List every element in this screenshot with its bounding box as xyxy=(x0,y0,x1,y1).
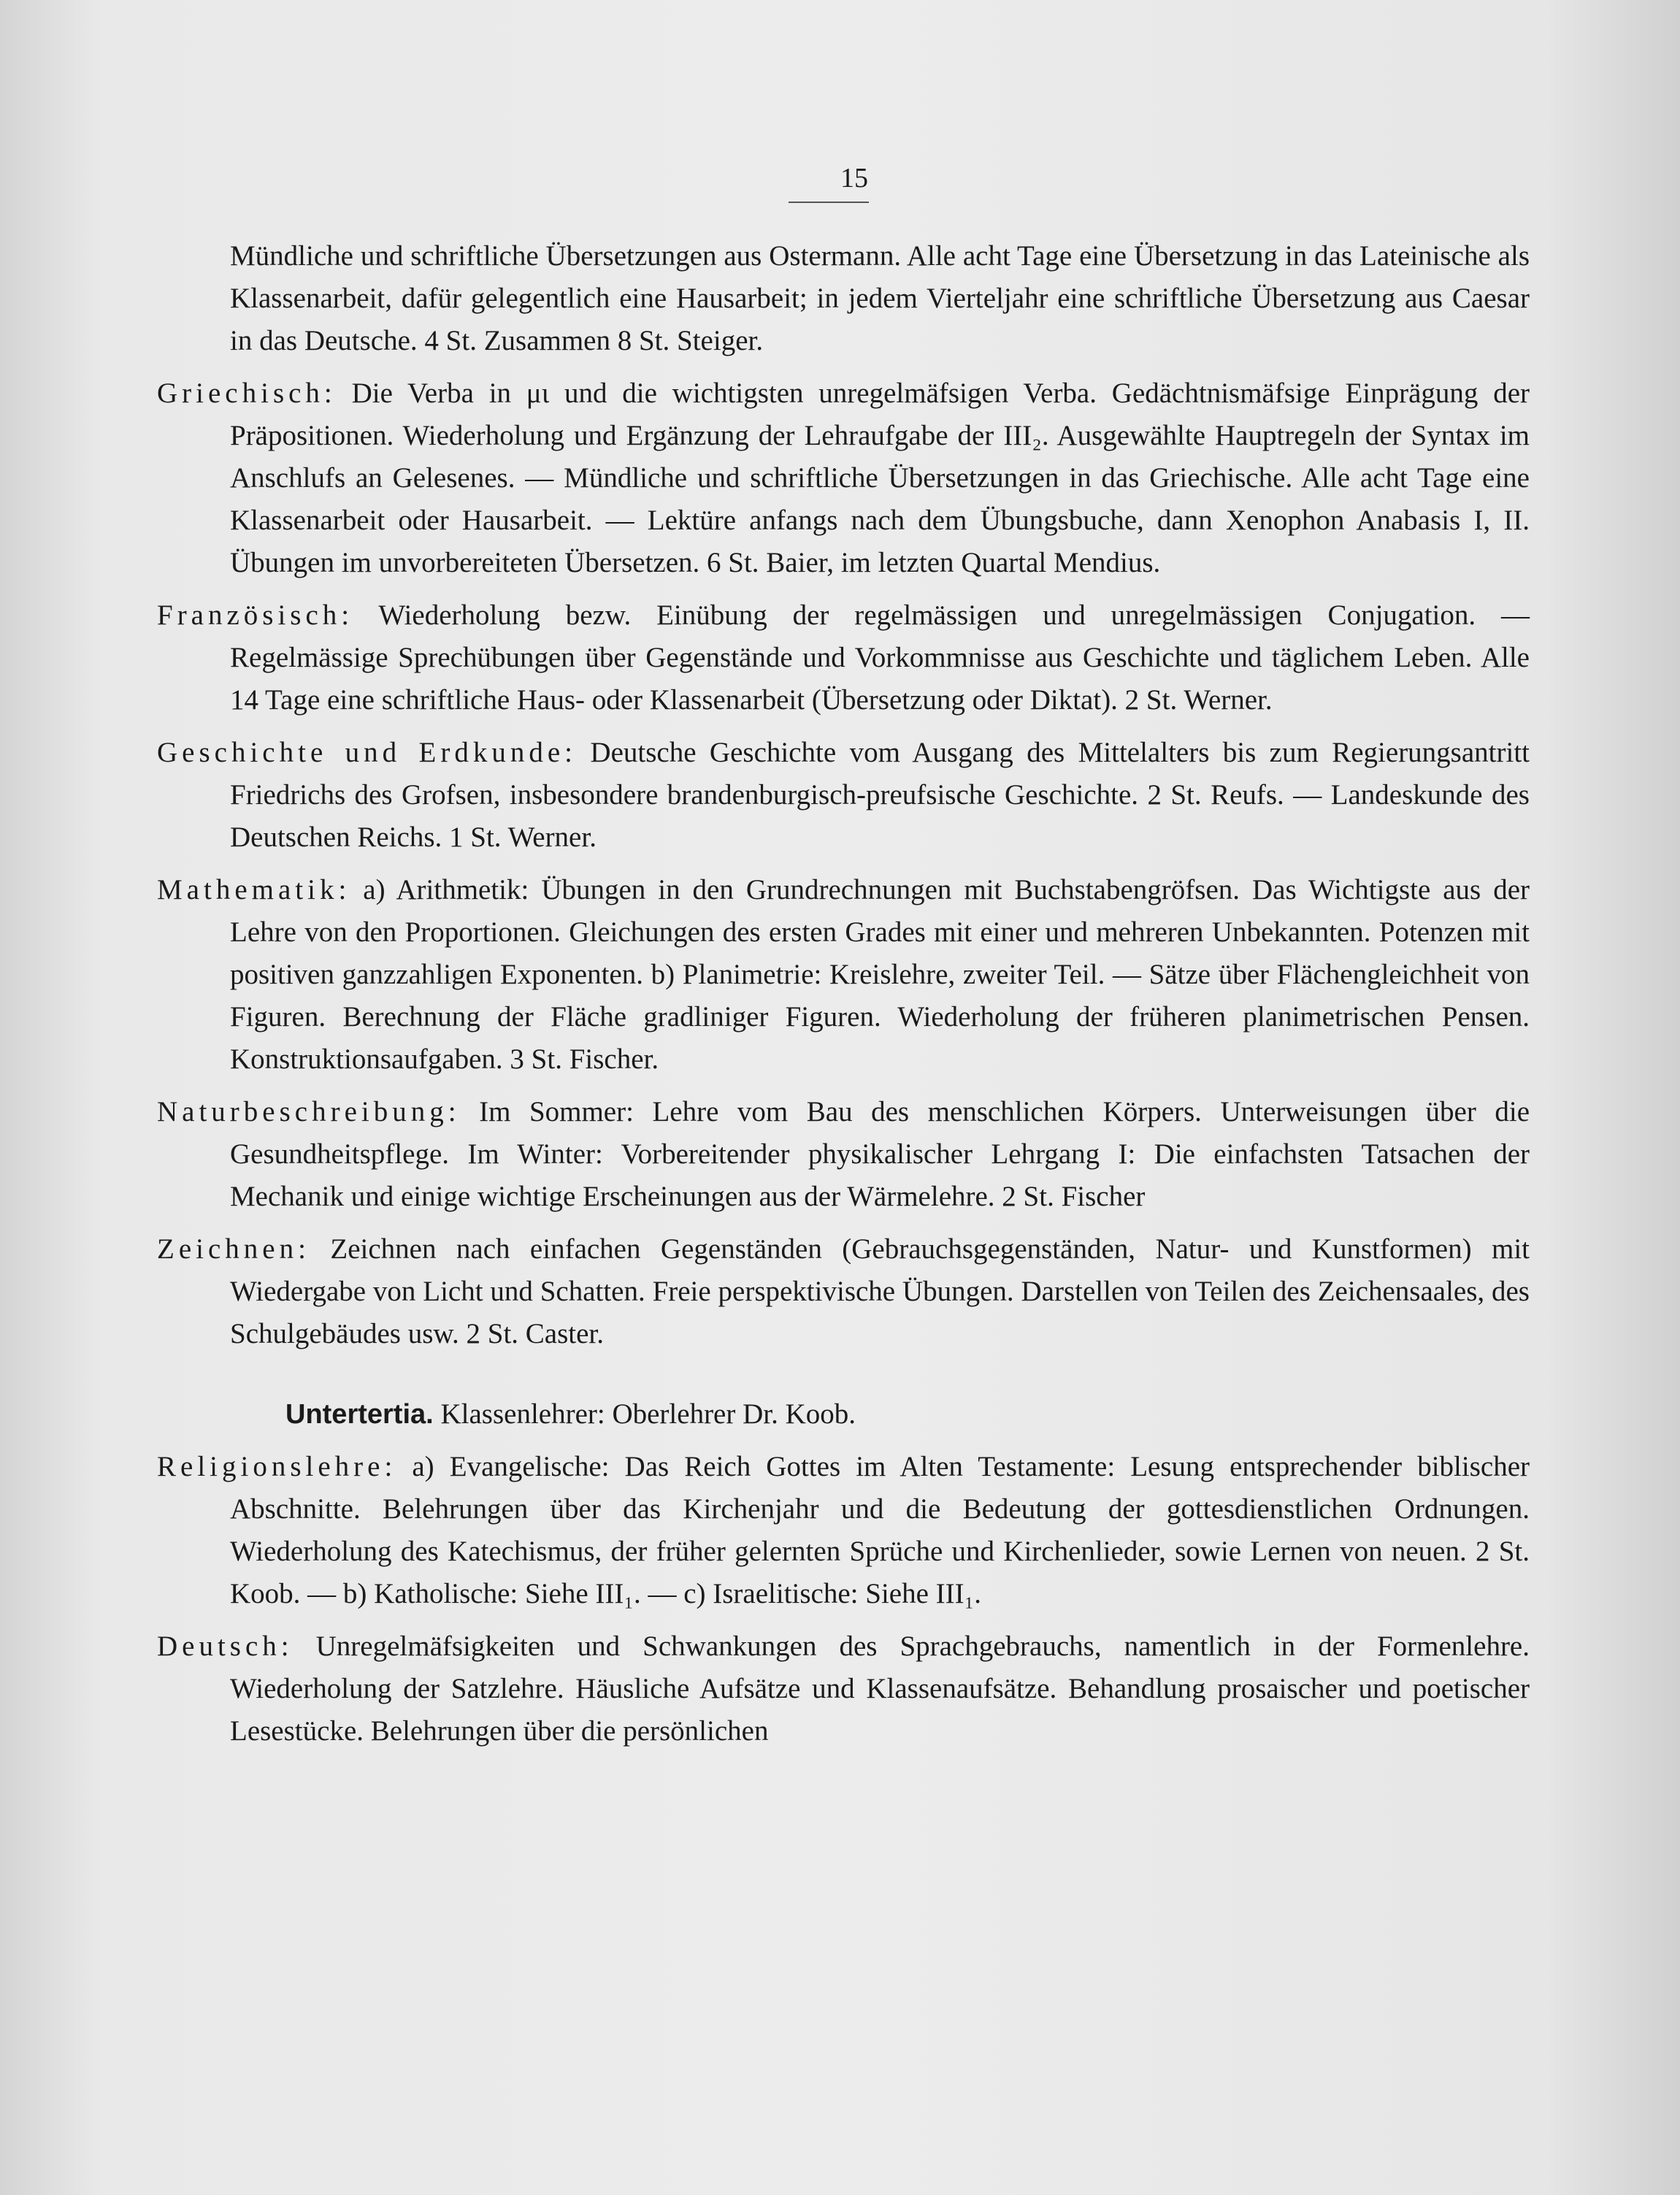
subject-text: a) Evangelische: Das Reich Gottes im Alten Testamente: Lesung entsprechender biblischer Abschnitte. Belehrungen über das Kirchenjahr und die Bedeutung der gottesdienstlichen Ordnungen. Wiederholung des Katechismus, der früher gelernten Sprüche und Kirchenlieder, sowie Lernen von neuen. 2 St. Koob. — b) Katholische: Siehe III₁. — c) Israelitische: Siehe III₁. xyxy=(230,1451,1530,1609)
subject-geschichte-erdkunde xyxy=(157,732,1530,859)
page-number-rule xyxy=(789,202,869,203)
subject-franzoesisch xyxy=(157,594,1530,721)
subject-heading: Deutsch: xyxy=(157,1631,294,1662)
latin-continuation: Mündliche und schriftliche Übersetzungen aus Ostermann. Alle acht Tage eine Übersetzung in das Lateinische als Klassenarbeit, dafür gelegentlich eine Hausarbeit; in jedem Vierteljahr eine schriftliche Übersetzung aus Caesar in das Deutsche. 4 St. Zusammen 8 St. Steiger. xyxy=(230,240,1530,356)
subject-mathematik xyxy=(157,869,1530,1081)
subject-deutsch xyxy=(157,1625,1530,1752)
subject-text: Wiederholung bezw. Einübung der regelmässigen und unregelmässigen Conjugation. — Regelmässige Sprechübungen über Gegenstände und Vorkommnisse aus Geschichte und täglichem Leben. Alle 14 Tage eine schriftliche Haus- oder Klassenarbeit (Übersetzung oder Diktat). 2 St. Werner. xyxy=(230,599,1530,716)
subject-heading: Geschichte und Erdkunde: xyxy=(157,737,578,768)
subject-text: Die Verba in μι und die wichtigsten unregelmäfsigen Verba. Gedächtnismäfsige Einprägung der Präpositionen. Wiederholung und Ergänzung der Lehraufgabe der III₂. Ausgewählte Hauptregeln der Syntax im Anschlufs an Gelesenes. — Mündliche und schriftliche Übersetzungen in das Griechische. Alle acht Tage eine Klassenarbeit oder Hausarbeit. — Lektüre anfangs nach dem Übungsbuche, dann Xenophon Anabasis I, II. Übungen im unvorbereiteten Übersetzen. 6 St. Baier, im letzten Quartal Mendius. xyxy=(230,378,1530,578)
subject-text: Im Sommer: Lehre vom Bau des menschlichen Körpers. Unterweisungen über die Gesundheitspflege. Im Winter: Vorbereitender physikalischer Lehrgang I: Die einfachsten Tatsachen der Mechanik und einige wichtige Erscheinungen aus der Wärmelehre. 2 St. Fischer xyxy=(230,1096,1530,1212)
section-subtitle: Klassenlehrer: Oberlehrer Dr. Koob. xyxy=(440,1398,856,1430)
section-heading-untertertia xyxy=(157,1393,1530,1436)
subject-griechisch xyxy=(157,372,1530,584)
page-body xyxy=(157,235,1530,1763)
subject-heading: Mathematik: xyxy=(157,874,351,905)
subject-heading: Naturbeschreibung: xyxy=(157,1096,461,1127)
subject-heading: Französisch: xyxy=(157,599,354,631)
subject-text: Unregelmäfsigkeiten und Schwankungen des Sprachgebrauchs, namentlich in der Formenlehre. Wiederholung der Satzlehre. Häusliche Aufsätze und Klassenaufsätze. Behandlung prosaischer und poetischer Lesestücke. Belehrungen über die persönlichen xyxy=(230,1631,1530,1747)
subject-zeichnen xyxy=(157,1228,1530,1355)
subject-heading: Griechisch: xyxy=(157,378,337,409)
subject-religionslehre xyxy=(157,1446,1530,1615)
subject-text: Zeichnen nach einfachen Gegenständen (Gebrauchsgegenständen, Natur- und Kunstformen) mit Wiedergabe von Licht und Schatten. Freie perspektivische Übungen. Darstellen von Teilen des Zeichensaales, des Schulgebäudes usw. 2 St. Caster. xyxy=(230,1233,1530,1349)
section-title: Untertertia. xyxy=(285,1399,434,1430)
subject-text: a) Arithmetik: Übungen in den Grundrechnungen mit Buchstabengröfsen. Das Wichtigste aus der Lehre von den Proportionen. Gleichungen des ersten Grades mit einer und mehreren Unbekannten. Potenzen mit positiven ganzzahligen Exponenten. b) Planimetrie: Kreislehre, zweiter Teil. — Sätze über Flächengleichheit von Figuren. Berechnung der Fläche gradliniger Figuren. Wiederholung der früheren planimetrischen Pensen. Konstruktionsaufgaben. 3 St. Fischer. xyxy=(230,874,1530,1075)
subject-naturbeschreibung xyxy=(157,1091,1530,1218)
subject-text: Deutsche Geschichte vom Ausgang des Mittelalters bis zum Regierungsantritt Friedrichs des Grofsen, insbesondere brandenburgisch-preufsische Geschichte. 2 St. Reufs. — Landeskunde des Deutschen Reichs. 1 St. Werner. xyxy=(230,737,1530,853)
subject-heading: Religionslehre: xyxy=(157,1451,397,1482)
subject-heading: Zeichnen: xyxy=(157,1233,310,1265)
page-number: 15 xyxy=(840,163,868,194)
